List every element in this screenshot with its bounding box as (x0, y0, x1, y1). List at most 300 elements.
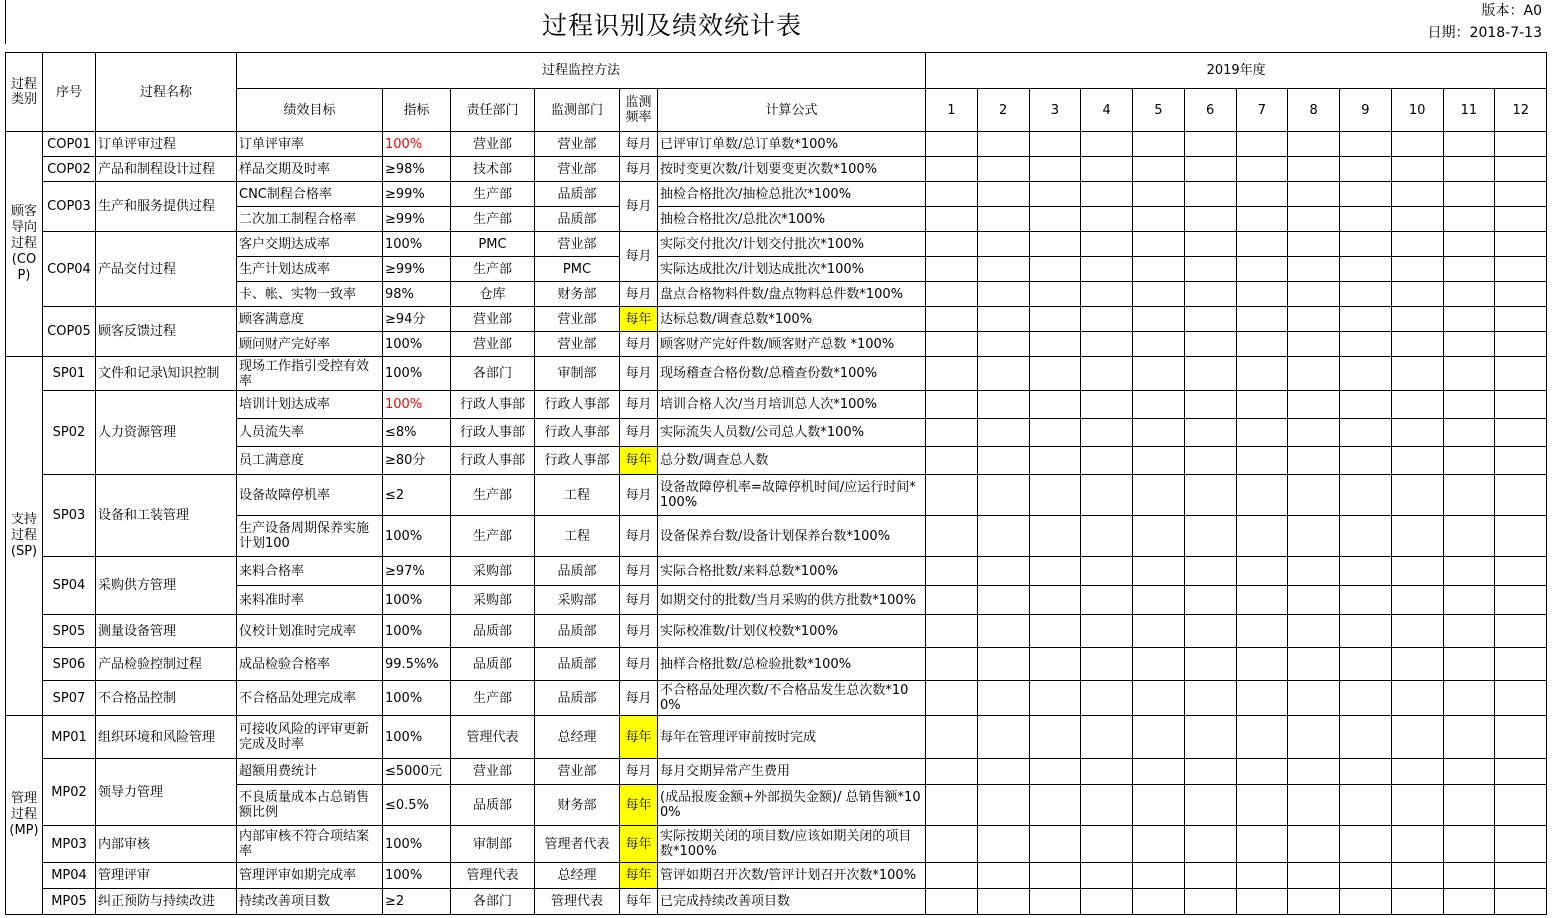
month-value-cell (977, 157, 1029, 182)
month-value-cell (1029, 615, 1081, 648)
month-value-cell (1081, 889, 1133, 915)
month-value-cell (1443, 826, 1495, 863)
month-value-cell (1495, 889, 1547, 915)
month-value-cell (1029, 132, 1081, 157)
month-value-cell (1340, 257, 1392, 282)
resp-dept-cell: 生产部 (451, 475, 535, 516)
month-value-cell (1184, 282, 1236, 307)
month-value-cell (1236, 391, 1288, 419)
month-value-cell (1236, 232, 1288, 257)
resp-dept-cell: 营业部 (451, 307, 535, 332)
month-value-cell (1443, 516, 1495, 557)
seq-cell: COP05 (43, 307, 96, 357)
month-value-cell (1443, 157, 1495, 182)
resp-dept-cell: 管理代表 (451, 863, 535, 889)
month-value-cell (977, 586, 1029, 615)
goal-cell: 生产设备周期保养实施计划100 (237, 516, 383, 557)
frequency-cell: 每年 (620, 716, 658, 759)
month-value-cell (926, 826, 978, 863)
month-value-cell (1340, 207, 1392, 232)
month-value-cell (1288, 785, 1340, 826)
month-value-cell (1391, 282, 1443, 307)
monitor-dept-cell: 工程 (535, 475, 620, 516)
month-value-cell (1340, 232, 1392, 257)
month-value-cell (926, 889, 978, 915)
header-resp-dept: 责任部门 (451, 89, 535, 132)
resp-dept-cell: 生产部 (451, 257, 535, 282)
table-row (6, 357, 1547, 391)
month-value-cell (926, 785, 978, 826)
header-month-4: 4 (1081, 89, 1133, 132)
month-value-cell (1391, 391, 1443, 419)
indicator-cell: ≥99% (383, 207, 451, 232)
frequency-cell: 每年 (620, 889, 658, 915)
month-value-cell (926, 759, 978, 785)
month-value-cell (1391, 586, 1443, 615)
month-value-cell (1495, 332, 1547, 357)
goal-cell: 顾问财产完好率 (237, 332, 383, 357)
month-value-cell (977, 257, 1029, 282)
process-name-cell: 不合格品控制 (96, 681, 237, 716)
indicator-cell: ≥98% (383, 157, 451, 182)
table-row (6, 282, 1547, 307)
table-row (6, 863, 1547, 889)
process-category-label: 管理 过程 (MP) (9, 791, 39, 838)
header-year: 2019年度 (926, 53, 1547, 89)
frequency-cell: 每月 (620, 391, 658, 419)
month-value-cell (1029, 863, 1081, 889)
formula-cell: 培训合格人次/当月培训总人次*100% (658, 391, 926, 419)
process-name-cell: 采购供方管理 (96, 557, 237, 615)
month-value-cell (1391, 557, 1443, 586)
table-row (6, 391, 1547, 419)
header-month-12: 12 (1495, 89, 1547, 132)
resp-dept-cell: 生产部 (451, 681, 535, 716)
frequency-cell: 每年 (620, 447, 658, 475)
seq-cell: SP07 (43, 681, 96, 716)
month-value-cell (1133, 648, 1185, 681)
month-value-cell (1443, 615, 1495, 648)
resp-dept-cell: 营业部 (451, 759, 535, 785)
monitor-dept-cell: 品质部 (535, 648, 620, 681)
month-value-cell (1081, 785, 1133, 826)
table-row (6, 889, 1547, 915)
month-value-cell (1081, 648, 1133, 681)
process-name-cell: 产品交付过程 (96, 232, 237, 307)
goal-cell: 培训计划达成率 (237, 391, 383, 419)
resp-dept-cell: PMC (451, 232, 535, 257)
month-value-cell (1495, 557, 1547, 586)
formula-cell: 抽检合格批次/抽检总批次*100% (658, 182, 926, 207)
month-value-cell (1443, 889, 1495, 915)
month-value-cell (1391, 516, 1443, 557)
indicator-cell: 100% (383, 232, 451, 257)
month-value-cell (1184, 826, 1236, 863)
seq-cell: SP06 (43, 648, 96, 681)
month-value-cell (1340, 132, 1392, 157)
month-value-cell (1184, 447, 1236, 475)
month-value-cell (1288, 182, 1340, 207)
goal-cell: 不良质量成本占总销售额比例 (237, 785, 383, 826)
indicator-cell: ≤2 (383, 475, 451, 516)
month-value-cell (1081, 419, 1133, 447)
month-value-cell (1236, 307, 1288, 332)
month-value-cell (1029, 307, 1081, 332)
month-value-cell (1288, 447, 1340, 475)
month-value-cell (1288, 357, 1340, 391)
resp-dept-cell: 各部门 (451, 357, 535, 391)
indicator-cell: 98% (383, 282, 451, 307)
month-value-cell (1495, 447, 1547, 475)
formula-cell: 实际交付批次/计划交付批次*100% (658, 232, 926, 257)
month-value-cell (1133, 357, 1185, 391)
month-value-cell (1029, 826, 1081, 863)
header-goal: 绩效目标 (237, 89, 383, 132)
month-value-cell (1495, 648, 1547, 681)
header-month-10: 10 (1391, 89, 1443, 132)
seq-cell: COP02 (43, 157, 96, 182)
monitor-dept-cell: PMC (535, 257, 620, 282)
month-value-cell (1029, 391, 1081, 419)
month-value-cell (1081, 232, 1133, 257)
monitor-dept-cell: 行政人事部 (535, 391, 620, 419)
month-value-cell (1391, 785, 1443, 826)
header-formula: 计算公式 (658, 89, 926, 132)
table-row (6, 557, 1547, 586)
month-value-cell (1443, 132, 1495, 157)
resp-dept-cell: 生产部 (451, 516, 535, 557)
month-value-cell (1029, 516, 1081, 557)
formula-cell: 如期交付的批数/当月采购的供方批数*100% (658, 586, 926, 615)
process-name-cell: 组织环境和风险管理 (96, 716, 237, 759)
table-row (6, 648, 1547, 681)
month-value-cell (1081, 282, 1133, 307)
month-value-cell (1184, 332, 1236, 357)
month-value-cell (1236, 157, 1288, 182)
month-value-cell (1443, 557, 1495, 586)
formula-cell: 每年在管理评审前按时完成 (658, 716, 926, 759)
process-name-cell: 订单评审过程 (96, 132, 237, 157)
month-value-cell (1081, 307, 1133, 332)
month-value-cell (1133, 257, 1185, 282)
resp-dept-cell: 生产部 (451, 182, 535, 207)
month-value-cell (1391, 615, 1443, 648)
month-value-cell (1184, 863, 1236, 889)
month-value-cell (1340, 516, 1392, 557)
monitor-dept-cell: 营业部 (535, 759, 620, 785)
header-indicator: 指标 (383, 89, 451, 132)
table-row (6, 826, 1547, 863)
month-value-cell (1184, 307, 1236, 332)
month-value-cell (1081, 391, 1133, 419)
month-value-cell (926, 516, 978, 557)
header-category: 过程 类别 (6, 53, 43, 132)
month-value-cell (1236, 586, 1288, 615)
month-value-cell (926, 648, 978, 681)
month-value-cell (1391, 863, 1443, 889)
month-value-cell (1340, 182, 1392, 207)
seq-cell: SP05 (43, 615, 96, 648)
monitor-dept-cell: 营业部 (535, 307, 620, 332)
month-value-cell (977, 557, 1029, 586)
month-value-cell (1288, 307, 1340, 332)
month-value-cell (1184, 516, 1236, 557)
month-value-cell (1391, 475, 1443, 516)
month-value-cell (1443, 391, 1495, 419)
month-value-cell (1443, 586, 1495, 615)
goal-cell: 设备故障停机率 (237, 475, 383, 516)
month-value-cell (1443, 232, 1495, 257)
table-row (6, 307, 1547, 332)
month-value-cell (1495, 586, 1547, 615)
month-value-cell (1288, 207, 1340, 232)
month-value-cell (1184, 785, 1236, 826)
month-value-cell (1081, 132, 1133, 157)
month-value-cell (1029, 207, 1081, 232)
indicator-cell: ≤5000元 (383, 759, 451, 785)
header-month-1: 1 (926, 89, 978, 132)
formula-cell: 设备故障停机率=故障停机时间/应运行时间*100% (658, 475, 926, 516)
resp-dept-cell: 品质部 (451, 785, 535, 826)
month-value-cell (1495, 615, 1547, 648)
month-value-cell (1340, 586, 1392, 615)
month-value-cell (926, 419, 978, 447)
header-month-3: 3 (1029, 89, 1081, 132)
month-value-cell (926, 207, 978, 232)
process-name-cell: 产品和制程设计过程 (96, 157, 237, 182)
month-value-cell (1081, 615, 1133, 648)
resp-dept-cell: 品质部 (451, 648, 535, 681)
table-row (6, 759, 1547, 785)
month-value-cell (1029, 475, 1081, 516)
month-value-cell (1236, 475, 1288, 516)
month-value-cell (1391, 232, 1443, 257)
month-value-cell (1081, 257, 1133, 282)
month-value-cell (1495, 759, 1547, 785)
month-value-cell (1443, 759, 1495, 785)
month-value-cell (1288, 586, 1340, 615)
frequency-cell: 每月 (620, 332, 658, 357)
goal-cell: 员工满意度 (237, 447, 383, 475)
header-frequency: 监测 频率 (620, 89, 658, 132)
formula-cell: 实际校准数/计划仪校数*100% (658, 615, 926, 648)
goal-cell: 内部审核不符合项结案率 (237, 826, 383, 863)
month-value-cell (977, 648, 1029, 681)
month-value-cell (1288, 475, 1340, 516)
resp-dept-cell: 采购部 (451, 586, 535, 615)
monitor-dept-cell: 总经理 (535, 716, 620, 759)
process-name-cell: 生产和服务提供过程 (96, 182, 237, 232)
month-value-cell (926, 475, 978, 516)
seq-cell: COP01 (43, 132, 96, 157)
month-value-cell (1184, 889, 1236, 915)
month-value-cell (1236, 681, 1288, 716)
indicator-cell: ≥80分 (383, 447, 451, 475)
month-value-cell (1184, 557, 1236, 586)
month-value-cell (1081, 516, 1133, 557)
month-value-cell (926, 257, 978, 282)
month-value-cell (1288, 648, 1340, 681)
monitor-dept-cell: 工程 (535, 516, 620, 557)
month-value-cell (1029, 157, 1081, 182)
month-value-cell (926, 557, 978, 586)
goal-cell: 生产计划达成率 (237, 257, 383, 282)
month-value-cell (1391, 132, 1443, 157)
month-value-cell (1443, 716, 1495, 759)
monitor-dept-cell: 行政人事部 (535, 447, 620, 475)
formula-cell: 已完成持续改善项目数 (658, 889, 926, 915)
goal-cell: 仪校计划准时完成率 (237, 615, 383, 648)
process-name-cell: 内部审核 (96, 826, 237, 863)
resp-dept-cell: 营业部 (451, 332, 535, 357)
month-value-cell (1029, 332, 1081, 357)
month-value-cell (1081, 157, 1133, 182)
formula-cell: (成品报废金额+外部损失金额)/ 总销售额*100% (658, 785, 926, 826)
page-title: 过程识别及绩效统计表 (541, 11, 802, 40)
month-value-cell (977, 759, 1029, 785)
indicator-cell: ≥94分 (383, 307, 451, 332)
process-name-cell: 产品检验控制过程 (96, 648, 237, 681)
header-month-7: 7 (1236, 89, 1288, 132)
month-value-cell (1236, 889, 1288, 915)
month-value-cell (977, 615, 1029, 648)
month-value-cell (1340, 863, 1392, 889)
monitor-dept-cell: 品质部 (535, 207, 620, 232)
seq-cell: SP01 (43, 357, 96, 391)
frequency-cell: 每年 (620, 826, 658, 863)
month-value-cell (1495, 232, 1547, 257)
month-value-cell (1236, 759, 1288, 785)
month-value-cell (977, 182, 1029, 207)
seq-cell: MP01 (43, 716, 96, 759)
month-value-cell (1443, 207, 1495, 232)
formula-cell: 不合格品处理次数/不合格品发生总次数*100% (658, 681, 926, 716)
resp-dept-cell: 生产部 (451, 207, 535, 232)
resp-dept-cell: 管理代表 (451, 716, 535, 759)
formula-cell: 顾客财产完好件数/顾客财产总数 *100% (658, 332, 926, 357)
month-value-cell (1133, 759, 1185, 785)
month-value-cell (977, 132, 1029, 157)
month-value-cell (1288, 132, 1340, 157)
month-value-cell (1495, 357, 1547, 391)
month-value-cell (1236, 785, 1288, 826)
month-value-cell (1236, 648, 1288, 681)
frequency-cell: 每月 (620, 282, 658, 307)
seq-cell: COP03 (43, 182, 96, 232)
month-value-cell (977, 516, 1029, 557)
month-value-cell (1288, 889, 1340, 915)
seq-cell: MP03 (43, 826, 96, 863)
process-category-label: 顾客 导向 过程 (CO P) (10, 204, 37, 283)
month-value-cell (1443, 257, 1495, 282)
month-value-cell (1495, 681, 1547, 716)
month-value-cell (1391, 716, 1443, 759)
month-value-cell (1340, 648, 1392, 681)
month-value-cell (1288, 516, 1340, 557)
month-value-cell (1443, 419, 1495, 447)
header-month-11: 11 (1443, 89, 1495, 132)
process-name-cell: 管理评审 (96, 863, 237, 889)
month-value-cell (1236, 716, 1288, 759)
month-value-cell (977, 716, 1029, 759)
month-value-cell (1495, 516, 1547, 557)
month-value-cell (926, 681, 978, 716)
monitor-dept-cell: 管理代表 (535, 889, 620, 915)
month-value-cell (1288, 759, 1340, 785)
month-value-cell (1029, 889, 1081, 915)
table-row (6, 419, 1547, 447)
month-value-cell (1443, 475, 1495, 516)
frequency-cell: 每月 (620, 132, 658, 157)
month-value-cell (977, 391, 1029, 419)
formula-cell: 实际按期关闭的项目数/应该如期关闭的项目数*100% (658, 826, 926, 863)
month-value-cell (1443, 332, 1495, 357)
frequency-cell: 每月 (620, 419, 658, 447)
table-row (6, 475, 1547, 516)
indicator-cell: 100% (383, 863, 451, 889)
frequency-cell: 每月 (620, 557, 658, 586)
resp-dept-cell: 营业部 (451, 132, 535, 157)
month-value-cell (1081, 182, 1133, 207)
month-value-cell (1133, 475, 1185, 516)
month-value-cell (926, 391, 978, 419)
month-value-cell (1340, 282, 1392, 307)
month-value-cell (1236, 557, 1288, 586)
month-value-cell (1184, 759, 1236, 785)
month-value-cell (1495, 475, 1547, 516)
resp-dept-cell: 仓库 (451, 282, 535, 307)
monitor-dept-cell: 品质部 (535, 182, 620, 207)
process-name-cell: 领导力管理 (96, 759, 237, 826)
goal-cell: 二次加工制程合格率 (237, 207, 383, 232)
header-month-2: 2 (977, 89, 1029, 132)
month-value-cell (1029, 282, 1081, 307)
month-value-cell (1340, 475, 1392, 516)
table-row (6, 132, 1547, 157)
month-value-cell (1133, 785, 1185, 826)
month-value-cell (1236, 863, 1288, 889)
month-value-cell (1184, 257, 1236, 282)
table-row (6, 447, 1547, 475)
table-row (6, 716, 1547, 759)
month-value-cell (1495, 391, 1547, 419)
formula-cell: 设备保养台数/设备计划保养台数*100% (658, 516, 926, 557)
indicator-cell: ≥97% (383, 557, 451, 586)
month-value-cell (1081, 447, 1133, 475)
resp-dept-cell: 审制部 (451, 826, 535, 863)
month-value-cell (1133, 516, 1185, 557)
month-value-cell (1495, 157, 1547, 182)
goal-cell: 成品检验合格率 (237, 648, 383, 681)
month-value-cell (926, 716, 978, 759)
month-value-cell (1495, 132, 1547, 157)
month-value-cell (1133, 863, 1185, 889)
month-value-cell (1340, 557, 1392, 586)
seq-cell: SP02 (43, 391, 96, 475)
month-value-cell (1029, 681, 1081, 716)
month-value-cell (1288, 391, 1340, 419)
month-value-cell (1495, 207, 1547, 232)
monitor-dept-cell: 品质部 (535, 557, 620, 586)
month-value-cell (1288, 282, 1340, 307)
header-month-9: 9 (1340, 89, 1392, 132)
indicator-cell: 100% (383, 681, 451, 716)
month-value-cell (1495, 307, 1547, 332)
month-value-cell (1081, 357, 1133, 391)
resp-dept-cell: 各部门 (451, 889, 535, 915)
month-value-cell (1029, 419, 1081, 447)
frequency-cell: 每年 (620, 307, 658, 332)
